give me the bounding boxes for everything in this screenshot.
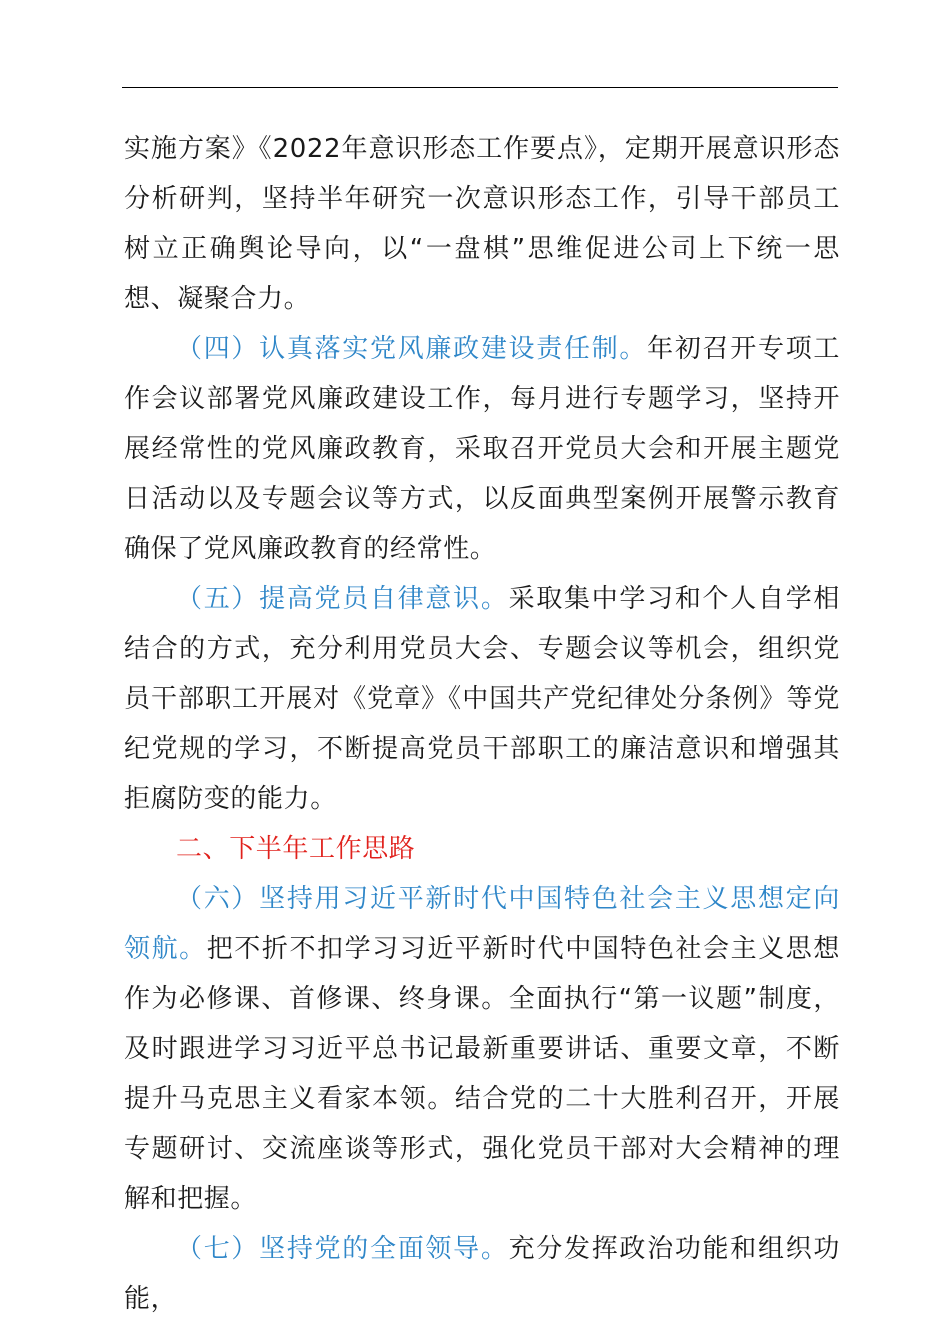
paragraph-party-leadership — [124, 1224, 840, 1324]
paragraph-heading: （六）坚持用习近平新时代中国特色社会主义思想定向领航。 — [124, 884, 840, 964]
paragraph-integrity-responsibility — [124, 324, 840, 574]
paragraph-self-discipline — [124, 574, 840, 824]
header-rule — [122, 87, 838, 88]
paragraph-text: 采取集中学习和个人自学相结合的方式，充分利用党员大会、专题会议等机会，组织党员干部职工开展对《党章》《中国共产党纪律处分条例》等党纪党规的学习，不断提高党员干部职工的廉洁意识和增强其拒腐防变的能力。 — [124, 584, 841, 814]
paragraph-thought-guidance — [124, 874, 840, 1224]
section-title: 二、下半年工作思路 — [176, 834, 416, 864]
paragraph-heading: （四）认真落实党风廉政建设责任制。 — [176, 334, 648, 364]
paragraph-text: 年初召开专项工作会议部署党风廉政建设工作，每月进行专题学习，坚持开展经常性的党风廉政教育，采取召开党员大会和开展主题党日活动以及专题会议等方式，以反面典型案例开展警示教育确保了党风廉政教育的经常性。 — [124, 334, 841, 564]
document-body — [124, 124, 840, 1324]
paragraph-ideology — [124, 124, 840, 324]
paragraph-heading: （七）坚持党的全面领导。 — [176, 1234, 509, 1264]
paragraph-text: 把不折不扣学习习近平新时代中国特色社会主义思想作为必修课、首修课、终身课。全面执行“第一议题”制度，及时跟进学习习近平总书记最新重要讲话、重要文章，不断提升马克思主义看家本领。结合党的二十大胜利召开，开展专题研讨、交流座谈等形式，强化党员干部对大会精神的理解和把握。 — [124, 934, 840, 1214]
paragraph-heading: （五）提高党员自律意识。 — [176, 584, 509, 614]
paragraph-text: 充分发挥政治功能和组织功能， — [124, 1234, 841, 1314]
paragraph-text: 实施方案》《2022年意识形态工作要点》，定期开展意识形态分析研判，坚持半年研究一次意识形态工作，引导干部员工树立正确舆论导向，以“一盘棋”思维促进公司上下统一思想、凝聚合力。 — [124, 134, 840, 314]
